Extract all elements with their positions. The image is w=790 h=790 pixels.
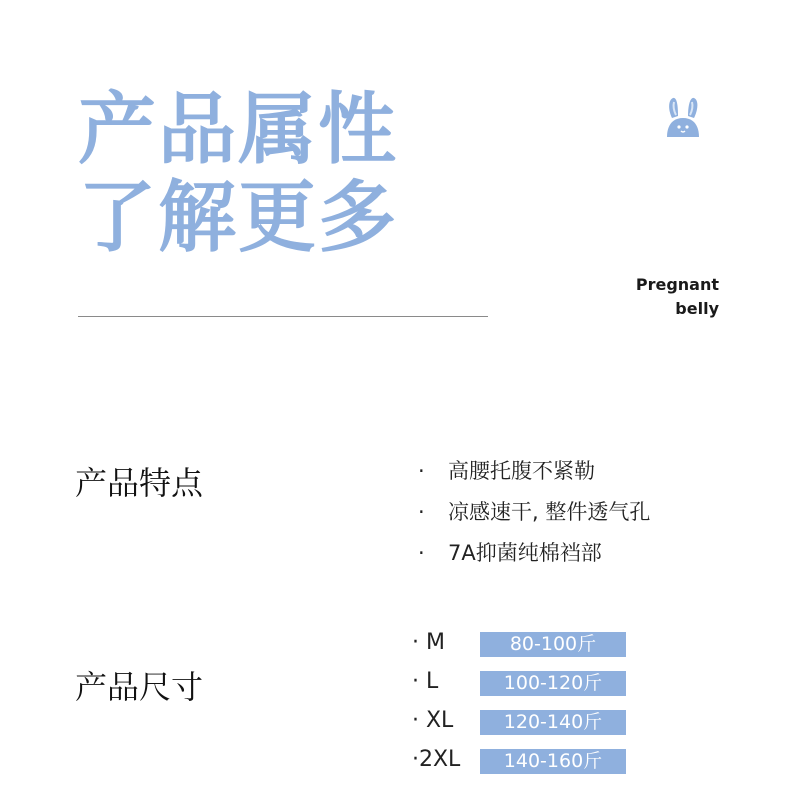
headline-line-2: 了解更多 [78,173,399,263]
feature-text: 凉感速干, 整件透气孔 [448,500,651,524]
size-list [412,628,632,784]
size-range-badge: 140-160斤 [480,749,626,774]
size-label: · XL [412,708,454,733]
brand-line-1: Pregnant [635,275,719,294]
divider [78,316,488,317]
features-title: 产品特点 [75,464,204,502]
brand-line-2: belly [675,299,719,318]
size-row [412,628,632,667]
feature-item [418,497,650,538]
size-row [412,667,632,706]
size-range-badge: 120-140斤 [480,710,626,735]
feature-text: 高腰托腹不紧勒 [448,459,595,483]
size-range-badge: 100-120斤 [480,671,626,696]
headline-line-1: 产品属性 [78,85,399,175]
feature-item [418,456,650,497]
sizes-title: 产品尺寸 [75,668,204,706]
size-label: ·2XL [412,747,461,772]
bullet: · [418,500,425,524]
bullet: · [418,459,425,483]
size-range-badge: 80-100斤 [480,632,626,657]
headline [78,86,398,262]
feature-item [418,538,650,579]
brand-text [636,273,719,321]
features-list [418,456,650,579]
rabbit-icon [664,96,702,138]
size-row [412,745,632,784]
size-label: · L [412,669,439,694]
bullet: · [418,541,425,565]
size-label: · M [412,630,445,655]
size-row [412,706,632,745]
feature-text: 7A抑菌纯棉裆部 [448,541,602,565]
